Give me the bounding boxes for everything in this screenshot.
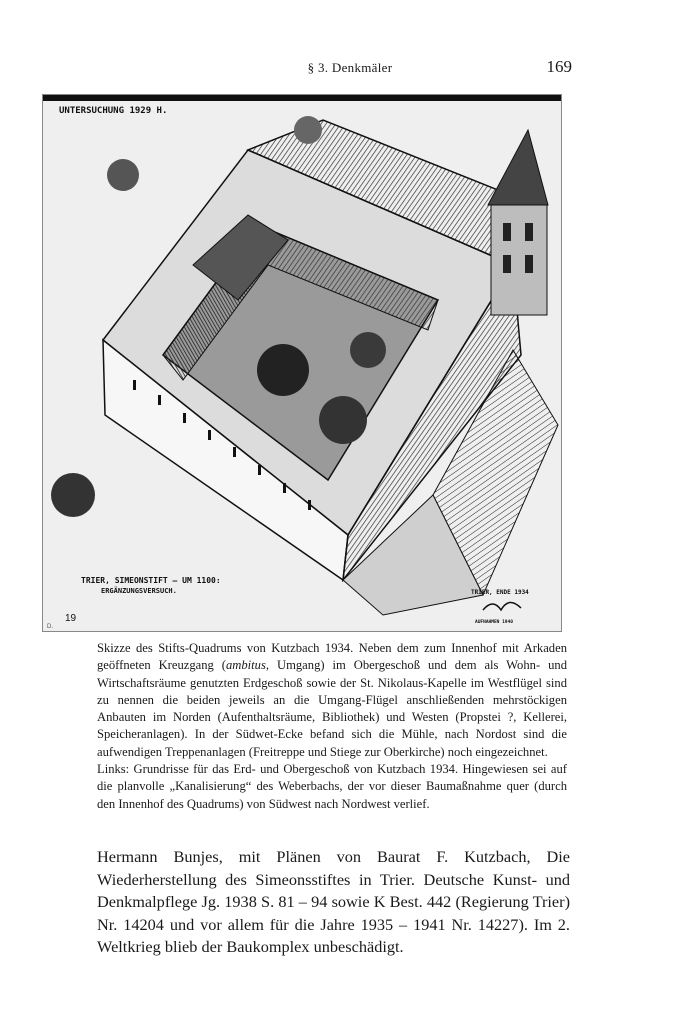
architectural-sketch-figure xyxy=(42,94,562,632)
running-head xyxy=(0,57,700,80)
section-title: § 3. Denkmäler xyxy=(307,60,393,75)
label-right: TRIER, ENDE 1934 xyxy=(471,589,529,596)
church-tower xyxy=(491,205,547,315)
body-paragraph: Hermann Bunjes, mit Plänen von Baurat F. Kutzbach, Die Wiederherstellung des Simeonsstiftes in Trier. Deutsche Kunst- und Denkmalpflege Jg. 1938 S. 81 – 94 sowie K Best. 442 (Regierung Trier) Nr. 14204 und vor allem für die Jahre 1935 – 1941 Nr. 14227). Im 2. Weltkrieg blieb der Baukomplex unbeschädigt. xyxy=(97,847,570,956)
sketch-drawing xyxy=(43,95,561,631)
label-top: UNTERSUCHUNG 1929 H. xyxy=(59,106,168,116)
caption-paragraph-1: Skizze des Stifts-Quadrums von Kutzbach 1934. Neben dem zum Innenhof mit Arkaden geöffneten Kreuzgang (ambitus, Umgang) im Obergeschoß und dem als Wohn- und Wirtschaftsräume genutzten Erdgeschoß sowie der St. Nikolaus-Kapelle im Westflügel sind zu nennen die beiden jeweils an die Umgang-Flügel anschließenden mehrstöckigen Anbauten im Norden (Aufenthaltsräume, Bibliothek) und Westen (Propstei ?, Kellerei, Speicheranlagen). In der Südwet-Ecke befand sich die Mühle, nach Nordost sind die aufwendigen Treppenanlagen (Freitreppe und Stiege zur Oberkirche) noch eingezeichnet. xyxy=(97,641,567,759)
page-number: 169 xyxy=(546,57,572,76)
label-right-small: AUFNAHMEN 1940 xyxy=(475,620,513,625)
top-border-band xyxy=(43,95,561,101)
figure-caption xyxy=(97,640,567,813)
figure-corner-mark: D. xyxy=(47,624,53,630)
label-left-1: TRIER, SIMEONSTIFT – UM 1100: xyxy=(81,576,221,585)
figure-number: 19 xyxy=(65,613,77,624)
caption-italic-term: ambitus, xyxy=(225,658,270,673)
courtyard-tree xyxy=(257,344,309,396)
label-left-2: ERGÄNZUNGSVERSUCH. xyxy=(101,587,177,595)
caption-paragraph-2: Links: Grundrisse für das Erd- und Obergeschoß von Kutzbach 1934. Hingewiesen sei auf die planvolle „Kanalisierung“ des Weberbachs, der vor dieser Baumaßnahme quer (durch den Innenhof des Quadrums) von Südwest nach Nordwest verlief. xyxy=(97,762,567,811)
body-text xyxy=(97,846,570,959)
